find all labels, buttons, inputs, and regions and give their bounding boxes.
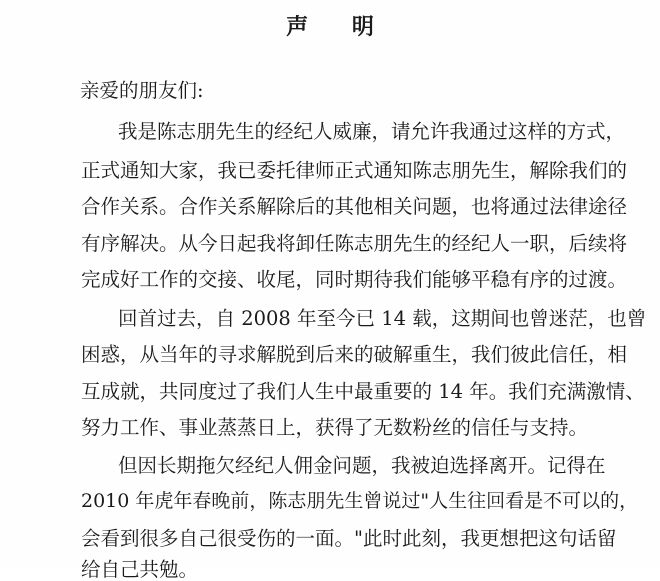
- paragraph-1-line-3: 合作关系。合作关系解除后的其他相关问题，也将通过法律途径: [81, 195, 628, 218]
- paragraph-2-line-1: 回首过去，自 2008 年至今已 14 载，这期间也曾迷茫，也曾: [118, 307, 647, 330]
- paragraph-1-line-5: 完成好工作的交接、收尾，同时期待我们能够平稳有序的过渡。: [81, 268, 628, 291]
- paragraph-2-line-4: 努力工作、事业蒸蒸日上，获得了无数粉丝的信任与支持。: [81, 416, 589, 439]
- paragraph-3-line-2: 2010 年虎年春晚前，陈志朋先生曾说过"人生往回看是不可以的，: [81, 490, 639, 512]
- paragraph-3-line-3: 会看到很多自己很受伤的一面。"此时此刻，我更想把这句话留: [81, 527, 617, 550]
- paragraph-1-line-1: 我是陈志朋先生的经纪人威廉，请允许我通过这样的方式，: [118, 120, 626, 143]
- paragraph-3-line-1: 但因长期拖欠经纪人佣金问题，我被迫选择离开。记得在: [118, 454, 606, 477]
- paragraph-2-line-3: 互成就，共同度过了我们人生中最重要的 14 年。我们充满激情、: [81, 380, 645, 403]
- salutation: 亲爱的朋友们:: [80, 79, 204, 102]
- paragraph-1-line-2: 正式通知大家，我已委托律师正式通知陈志朋先生，解除我们的: [81, 159, 628, 182]
- statement-title: 声 明: [286, 14, 392, 40]
- paragraph-3-line-4: 给自己共勉。: [81, 558, 199, 581]
- paragraph-1-line-4: 有序解决。从今日起我将卸任陈志朋先生的经纪人一职，后续将: [81, 232, 628, 255]
- paragraph-2-line-2: 困惑，从当年的寻求解脱到后来的破解重生，我们彼此信任，相: [81, 343, 628, 366]
